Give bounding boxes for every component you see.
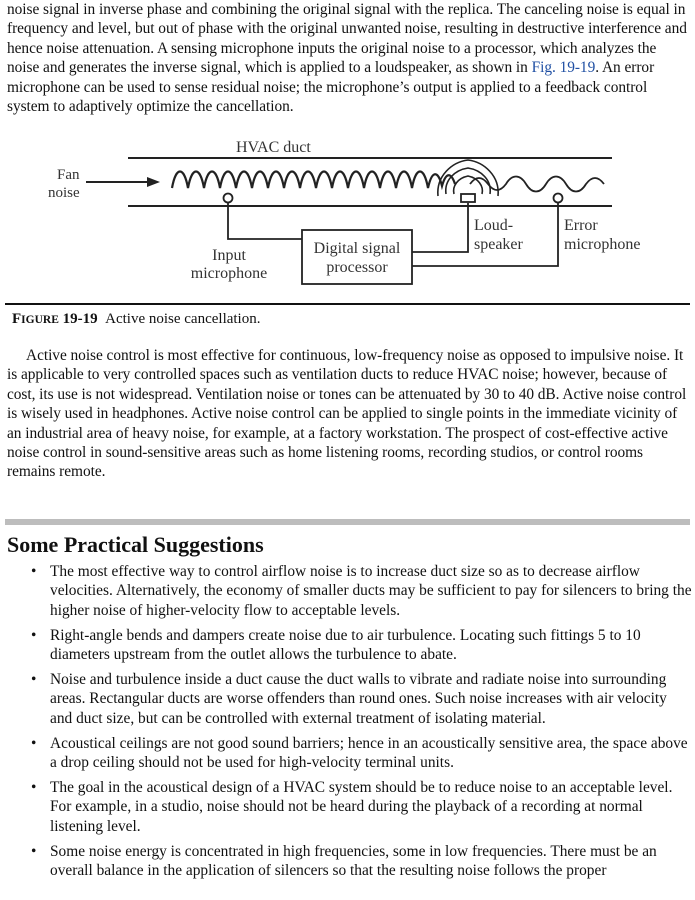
list-item-text: Noise and turbulence inside a duct cause the duct walls to vibrate and radiate noise into surrounding areas. Rectangular ducts are worse offenders than round ones. Such noise increases with air velocity and duct size, but can be controlled with external treatment of isolating material. bbox=[50, 671, 667, 727]
intro-paragraph bbox=[7, 0, 691, 116]
list-item-text: The goal in the acoustical design of a HVAC system should be to reduce noise to an acceptable level. For example, in a studio, noise should not be heard during the playback of a recording at normal listening level. bbox=[50, 779, 673, 835]
caption-label-small: IGURE bbox=[21, 314, 59, 326]
fan-noise-label: noise bbox=[48, 185, 80, 201]
caption-label-number: 19-19 bbox=[62, 311, 98, 327]
caption-label bbox=[12, 311, 98, 327]
dsp-label-2: processor bbox=[326, 259, 388, 276]
hvac-diagram bbox=[0, 132, 695, 294]
bullet-icon: • bbox=[31, 734, 37, 752]
list-item bbox=[0, 626, 692, 665]
list-item bbox=[0, 734, 692, 773]
list-item-text: Acoustical ceilings are not good sound barriers; hence in an acoustically sensitive area, the space above a drop ceiling should not be used for high-velocity terminal units. bbox=[50, 734, 688, 772]
section-heading: Some Practical Suggestions bbox=[7, 532, 264, 557]
input-mic-label-1: Input bbox=[212, 247, 246, 264]
loudspeaker-label-2: speaker bbox=[474, 236, 523, 253]
figure-link[interactable]: Fig. 19-19 bbox=[531, 59, 596, 77]
caption-text: Active noise cancellation. bbox=[105, 311, 261, 327]
list-item-text: The most effective way to control airflow noise is to increase duct size so as to decrease airflow velocities. Alternatively, the economy of smaller ducts may be sufficient to pay for silencers to bring the higher noise of higher-velocity flow to acceptable levels. bbox=[50, 563, 692, 619]
suggestions-list bbox=[0, 562, 692, 886]
list-item bbox=[0, 562, 692, 620]
list-item bbox=[0, 842, 692, 881]
noise-waveform bbox=[172, 172, 455, 189]
bullet-icon: • bbox=[31, 842, 37, 860]
figure-caption bbox=[12, 310, 260, 329]
list-item-text: Right-angle bends and dampers create noise due to air turbulence. Locating such fittings 5 to 10 diameters upstream from the outlet allows the turbulence to abate. bbox=[50, 626, 641, 664]
figure-19-19 bbox=[0, 132, 695, 294]
loudspeaker-arcs bbox=[438, 160, 498, 196]
bullet-icon: • bbox=[31, 671, 37, 689]
error-mic-label-1: Error bbox=[564, 217, 598, 234]
list-item-text: Some noise energy is concentrated in high frequencies, some in low frequencies. There must be an overall balance in the application of silencers so that the resulting noise follows the proper bbox=[50, 842, 657, 880]
active-noise-paragraph: Active noise control is most effective for continuous, low-frequency noise as opposed to impulsive noise. It is applicable to very controlled spaces such as ventilation ducts to reduce HVAC noise; however, because of cost, its use is not widespread. Ventilation noise or tones can be attenuated by 30 to 40 dB. Active noise control is wisely used in headphones. Active noise control can be applied to single points in the immediate vicinity of an industrial area of heavy noise, for example, at a factory workstation. The prospect of cost-effective active noise control in sound-sensitive areas such as home listening rooms, recording studios, or control rooms remains remote. bbox=[7, 347, 687, 481]
fan-arrow-head bbox=[147, 177, 160, 187]
loudspeaker-icon bbox=[461, 194, 475, 202]
list-item bbox=[0, 670, 692, 728]
input-microphone-icon bbox=[224, 194, 233, 203]
caption-label-prefix: F bbox=[12, 311, 22, 327]
bullet-icon: • bbox=[31, 563, 37, 580]
input-mic-label-2: microphone bbox=[190, 265, 268, 282]
intro-text-before: noise signal in inverse phase and combining the original signal with the replica. The canceling noise is equal in frequency and level, but out of phase with the original unwanted noise, resulting in destructive interference and hence noise attenuation. A sensing microphone inputs the original noise to a processor, which analyzes the noise and generates the inverse signal, which is applied to a loudspeaker, as shown in bbox=[7, 1, 687, 77]
error-microphone-icon bbox=[554, 194, 563, 203]
figure-divider bbox=[5, 303, 690, 305]
loudspeaker-label-1: Loud- bbox=[474, 217, 514, 234]
duct-label: HVAC duct bbox=[236, 139, 311, 156]
error-mic-label-2: microphone bbox=[564, 236, 641, 253]
bullet-icon: • bbox=[31, 626, 37, 644]
list-item bbox=[0, 778, 692, 836]
dsp-label-1: Digital signal bbox=[313, 240, 401, 257]
bullet-icon: • bbox=[31, 779, 37, 797]
section-divider bbox=[5, 519, 690, 525]
fan-label: Fan bbox=[57, 167, 80, 183]
intro-text-after: . An error microphone can be used to sense residual noise; the microphone’s output is applied to a feedback control system to adaptively optimize the cancellation. bbox=[7, 59, 655, 116]
